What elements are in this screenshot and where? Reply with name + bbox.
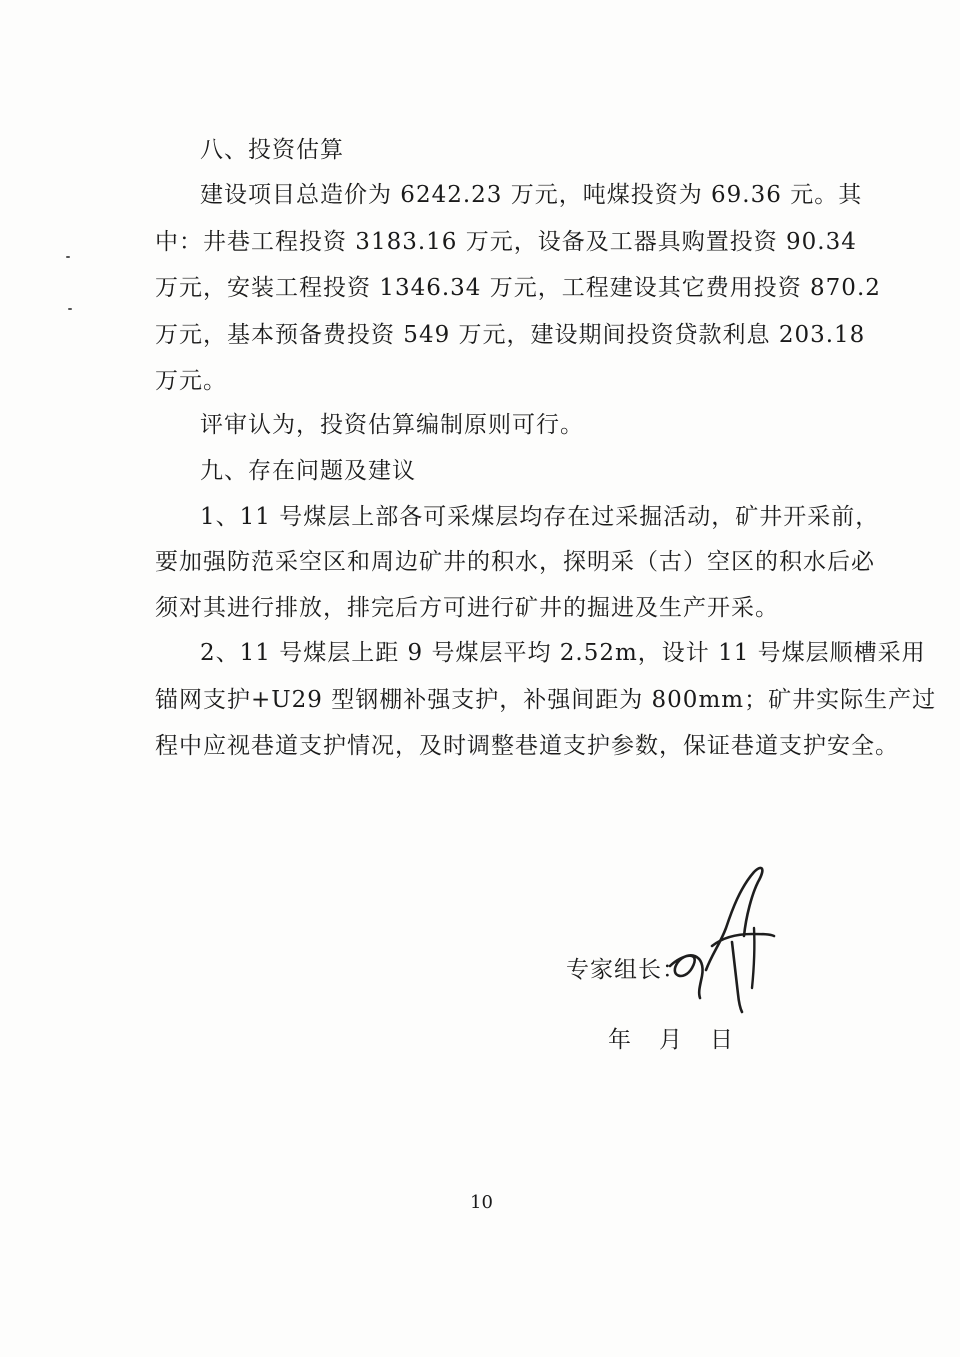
- section-8-heading: 八、投资估算: [200, 137, 344, 163]
- section-8-paragraph-line: 建设项目总造价为 6242.23 万元，吨煤投资为 69.36 元。其: [200, 182, 863, 208]
- section-9-item-2-line: 2、11 号煤层上距 9 号煤层平均 2.52m，设计 11 号煤层顺槽采用: [200, 640, 926, 666]
- section-9-item-1-line: 要加强防范采空区和周边矿井的积水，探明采（古）空区的积水后必: [155, 549, 875, 575]
- scan-speck: [68, 308, 72, 310]
- section-9-heading: 九、存在问题及建议: [200, 458, 416, 484]
- section-8-paragraph-line: 万元，安装工程投资 1346.34 万元，工程建设其它费用投资 870.2: [155, 275, 881, 301]
- section-8-paragraph-line: 万元，基本预备费投资 549 万元，建设期间投资贷款利息 203.18: [155, 322, 866, 348]
- handwritten-signature: [662, 858, 782, 1018]
- page-number: 10: [470, 1192, 493, 1213]
- date-day-label: 日: [710, 1027, 733, 1053]
- date-year-label: 年: [608, 1027, 631, 1053]
- section-8-paragraph-line: 中：井巷工程投资 3183.16 万元，设备及工器具购置投资 90.34: [155, 229, 857, 255]
- date-month-label: 月: [659, 1027, 682, 1053]
- section-9-item-1-line: 须对其进行排放，排完后方可进行矿井的掘进及生产开采。: [155, 595, 779, 621]
- signature-label: 专家组长：: [566, 957, 686, 983]
- section-9-item-2-line: 程中应视巷道支护情况，及时调整巷道支护参数，保证巷道支护安全。: [155, 733, 899, 759]
- section-8-conclusion: 评审认为，投资估算编制原则可行。: [200, 412, 584, 438]
- section-9-item-2-line: 锚网支护+U29 型钢棚补强支护，补强间距为 800mm；矿井实际生产过: [155, 687, 937, 713]
- signature-date: [608, 1025, 733, 1055]
- section-9-item-1-line: 1、11 号煤层上部各可采煤层均存在过采掘活动，矿井开采前，: [200, 504, 880, 530]
- scan-speck: [66, 256, 70, 258]
- section-8-paragraph-line: 万元。: [155, 368, 227, 394]
